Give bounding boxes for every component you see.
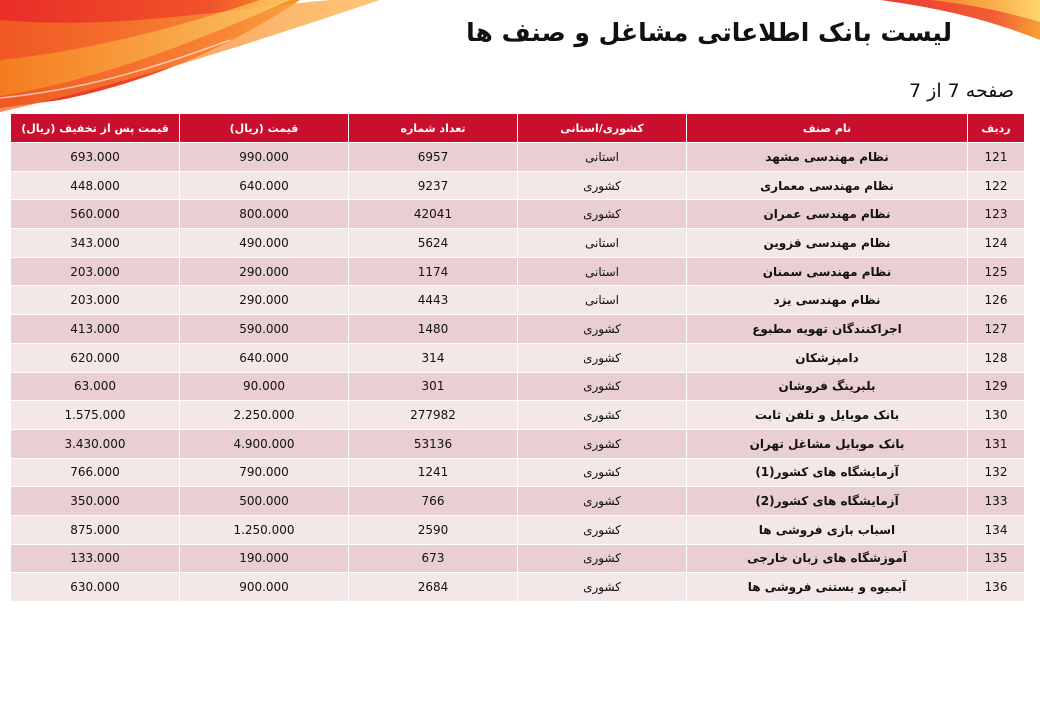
count-cell: 2684 bbox=[349, 573, 518, 602]
count-cell: 301 bbox=[349, 372, 518, 401]
count-cell: 766 bbox=[349, 487, 518, 516]
price-cell: 4.900.000 bbox=[180, 429, 349, 458]
table-row bbox=[11, 315, 1025, 344]
discount-price-cell: 875.000 bbox=[11, 515, 180, 544]
discount-price-cell: 350.000 bbox=[11, 487, 180, 516]
row-number-cell: 130 bbox=[968, 401, 1025, 430]
row-number-cell: 131 bbox=[968, 429, 1025, 458]
row-number-cell: 126 bbox=[968, 286, 1025, 315]
discount-price-cell: 620.000 bbox=[11, 343, 180, 372]
row-number-cell: 133 bbox=[968, 487, 1025, 516]
table-row bbox=[11, 143, 1025, 172]
table-row bbox=[11, 458, 1025, 487]
row-number-cell: 121 bbox=[968, 143, 1025, 172]
scope-cell: استانی bbox=[518, 143, 687, 172]
price-cell: 290.000 bbox=[180, 257, 349, 286]
count-cell: 6957 bbox=[349, 143, 518, 172]
price-cell: 2.250.000 bbox=[180, 401, 349, 430]
price-cell: 290.000 bbox=[180, 286, 349, 315]
row-number-cell: 123 bbox=[968, 200, 1025, 229]
guild-name-cell: بانک موبایل و تلفن ثابت bbox=[687, 401, 968, 430]
guild-name-cell: نظام مهندسی یزد bbox=[687, 286, 968, 315]
guild-name-cell: نظام مهندسی عمران bbox=[687, 200, 968, 229]
guild-name-cell: اجراکنندگان تهویه مطبوع bbox=[687, 315, 968, 344]
scope-cell: استانی bbox=[518, 286, 687, 315]
table-row bbox=[11, 286, 1025, 315]
guild-name-cell: اسباب بازی فروشی ها bbox=[687, 515, 968, 544]
table-row bbox=[11, 257, 1025, 286]
scope-cell: کشوری bbox=[518, 544, 687, 573]
row-number-cell: 128 bbox=[968, 343, 1025, 372]
scope-cell: کشوری bbox=[518, 372, 687, 401]
count-cell: 9237 bbox=[349, 171, 518, 200]
table-row bbox=[11, 515, 1025, 544]
guild-name-cell: بانک موبایل مشاغل تهران bbox=[687, 429, 968, 458]
price-cell: 640.000 bbox=[180, 343, 349, 372]
scope-cell: کشوری bbox=[518, 401, 687, 430]
price-cell: 490.000 bbox=[180, 229, 349, 258]
scope-cell: کشوری bbox=[518, 171, 687, 200]
table-row bbox=[11, 487, 1025, 516]
price-cell: 590.000 bbox=[180, 315, 349, 344]
discount-price-cell: 1.575.000 bbox=[11, 401, 180, 430]
discount-price-cell: 766.000 bbox=[11, 458, 180, 487]
count-cell: 5624 bbox=[349, 229, 518, 258]
price-cell: 900.000 bbox=[180, 573, 349, 602]
guild-name-cell: نظام مهندسی سمنان bbox=[687, 257, 968, 286]
discount-price-cell: 203.000 bbox=[11, 286, 180, 315]
price-cell: 500.000 bbox=[180, 487, 349, 516]
page-title: لیست بانک اطلاعاتی مشاغل و صنف ها bbox=[466, 18, 952, 47]
row-number-cell: 134 bbox=[968, 515, 1025, 544]
header-price: قیمت (ریال) bbox=[180, 114, 349, 143]
header-guild-name: نام صنف bbox=[687, 114, 968, 143]
discount-price-cell: 3.430.000 bbox=[11, 429, 180, 458]
scope-cell: کشوری bbox=[518, 458, 687, 487]
count-cell: 277982 bbox=[349, 401, 518, 430]
guild-name-cell: دامپزشکان bbox=[687, 343, 968, 372]
discount-price-cell: 560.000 bbox=[11, 200, 180, 229]
table-row bbox=[11, 171, 1025, 200]
table-row bbox=[11, 429, 1025, 458]
discount-price-cell: 133.000 bbox=[11, 544, 180, 573]
table-row bbox=[11, 573, 1025, 602]
count-cell: 4443 bbox=[349, 286, 518, 315]
price-cell: 790.000 bbox=[180, 458, 349, 487]
row-number-cell: 136 bbox=[968, 573, 1025, 602]
price-cell: 90.000 bbox=[180, 372, 349, 401]
table-row bbox=[11, 372, 1025, 401]
price-cell: 640.000 bbox=[180, 171, 349, 200]
scope-cell: کشوری bbox=[518, 429, 687, 458]
table-header-row bbox=[11, 114, 1025, 143]
guild-name-cell: نظام مهندسی قزوین bbox=[687, 229, 968, 258]
scope-cell: کشوری bbox=[518, 343, 687, 372]
row-number-cell: 135 bbox=[968, 544, 1025, 573]
table-row bbox=[11, 544, 1025, 573]
price-cell: 800.000 bbox=[180, 200, 349, 229]
table-row bbox=[11, 229, 1025, 258]
guild-name-cell: بلبرینگ فروشان bbox=[687, 372, 968, 401]
count-cell: 1480 bbox=[349, 315, 518, 344]
row-number-cell: 125 bbox=[968, 257, 1025, 286]
guild-name-cell: آزمایشگاه های کشور(1) bbox=[687, 458, 968, 487]
table-row bbox=[11, 343, 1025, 372]
guild-price-table bbox=[10, 113, 1025, 602]
scope-cell: کشوری bbox=[518, 515, 687, 544]
page-indicator: صفحه 7 از 7 bbox=[909, 80, 1014, 102]
count-cell: 673 bbox=[349, 544, 518, 573]
guild-name-cell: نظام مهندسی معماری bbox=[687, 171, 968, 200]
discount-price-cell: 693.000 bbox=[11, 143, 180, 172]
price-cell: 1.250.000 bbox=[180, 515, 349, 544]
count-cell: 2590 bbox=[349, 515, 518, 544]
scope-cell: استانی bbox=[518, 257, 687, 286]
header-discount-price: قیمت پس از تخفیف (ریال) bbox=[11, 114, 180, 143]
header-scope: کشوری/استانی bbox=[518, 114, 687, 143]
scope-cell: کشوری bbox=[518, 200, 687, 229]
row-number-cell: 132 bbox=[968, 458, 1025, 487]
count-cell: 53136 bbox=[349, 429, 518, 458]
discount-price-cell: 203.000 bbox=[11, 257, 180, 286]
scope-cell: کشوری bbox=[518, 315, 687, 344]
table-row bbox=[11, 200, 1025, 229]
guild-name-cell: آزمایشگاه های کشور(2) bbox=[687, 487, 968, 516]
guild-name-cell: آموزشگاه های زبان خارجی bbox=[687, 544, 968, 573]
table-row bbox=[11, 401, 1025, 430]
count-cell: 314 bbox=[349, 343, 518, 372]
count-cell: 1174 bbox=[349, 257, 518, 286]
discount-price-cell: 413.000 bbox=[11, 315, 180, 344]
row-number-cell: 129 bbox=[968, 372, 1025, 401]
discount-price-cell: 343.000 bbox=[11, 229, 180, 258]
scope-cell: کشوری bbox=[518, 487, 687, 516]
guild-name-cell: نظام مهندسی مشهد bbox=[687, 143, 968, 172]
header-count: تعداد شماره bbox=[349, 114, 518, 143]
count-cell: 42041 bbox=[349, 200, 518, 229]
row-number-cell: 122 bbox=[968, 171, 1025, 200]
header-row-number: ردیف bbox=[968, 114, 1025, 143]
price-cell: 190.000 bbox=[180, 544, 349, 573]
discount-price-cell: 63.000 bbox=[11, 372, 180, 401]
count-cell: 1241 bbox=[349, 458, 518, 487]
price-cell: 990.000 bbox=[180, 143, 349, 172]
discount-price-cell: 630.000 bbox=[11, 573, 180, 602]
row-number-cell: 124 bbox=[968, 229, 1025, 258]
scope-cell: استانی bbox=[518, 229, 687, 258]
scope-cell: کشوری bbox=[518, 573, 687, 602]
guild-name-cell: آبمیوه و بستنی فروشی ها bbox=[687, 573, 968, 602]
row-number-cell: 127 bbox=[968, 315, 1025, 344]
discount-price-cell: 448.000 bbox=[11, 171, 180, 200]
